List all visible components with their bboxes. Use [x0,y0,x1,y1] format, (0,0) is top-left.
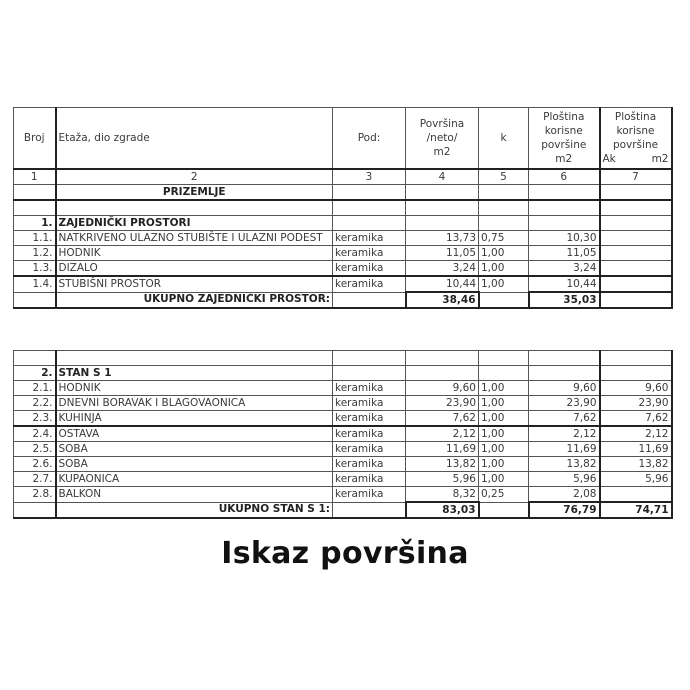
common-areas-table [13,107,673,309]
empty-cell [600,366,672,381]
col-number: 5 [479,169,529,185]
usable-area: 9,60 [529,381,600,396]
row-number: 2.4. [14,426,56,442]
net-area: 9,60 [406,381,479,396]
col-number: 2 [56,169,333,185]
floor-type: keramika [333,261,406,277]
floor-type: keramika [333,276,406,292]
net-area: 11,05 [406,246,479,261]
row-number: 2.8. [14,487,56,503]
col-number: 3 [333,169,406,185]
table-row [14,381,672,396]
table-row [14,261,672,277]
usable-area-ak [600,261,672,277]
floor-type: keramika [333,246,406,261]
empty-cell [14,292,56,308]
room-name: OSTAVA [56,426,333,442]
coefficient: 0,75 [479,231,529,246]
total-net-area: 38,46 [406,292,479,308]
header-row [14,108,672,170]
floor-type: keramika [333,472,406,487]
row-number: 1.4. [14,276,56,292]
usable-area: 13,82 [529,457,600,472]
floor-type: keramika [333,381,406,396]
net-area: 13,82 [406,457,479,472]
header-plostina-ak [600,108,672,170]
table-row [14,396,672,411]
room-name: STUBIŠNI PROSTOR [56,276,333,292]
section-title: STAN S 1 [56,366,333,381]
header-povrsina [406,108,479,170]
room-name: DIZALO [56,261,333,277]
total-label: UKUPNO ZAJEDNIČKI PROSTOR: [56,292,333,308]
empty-cell [333,502,406,518]
usable-area-ak: 7,62 [600,411,672,427]
usable-area-ak [600,231,672,246]
empty-cell [333,292,406,308]
table-row [14,457,672,472]
empty-cell [14,502,56,518]
empty-cell [479,366,529,381]
usable-area: 3,24 [529,261,600,277]
floor-label: PRIZEMLJE [56,185,333,201]
room-name: NATKRIVENO ULAZNO STUBIŠTE I ULAZNI PODEST [56,231,333,246]
usable-area: 7,62 [529,411,600,427]
coefficient: 1,00 [479,457,529,472]
room-name: BALKON [56,487,333,503]
usable-area: 11,05 [529,246,600,261]
table-row [14,426,672,442]
coefficient: 0,25 [479,487,529,503]
row-number: 1.3. [14,261,56,277]
total-label: UKUPNO STAN S 1: [56,502,333,518]
coefficient: 1,00 [479,381,529,396]
col-number: 1 [14,169,56,185]
room-name: KUHINJA [56,411,333,427]
spacer-row [14,351,672,366]
column-number-row [14,169,672,185]
table-row [14,411,672,427]
floor-type: keramika [333,442,406,457]
coefficient: 1,00 [479,472,529,487]
row-number: 1.1. [14,231,56,246]
net-area: 3,24 [406,261,479,277]
header-ak-unit: m2 [651,153,669,165]
table-row [14,231,672,246]
usable-area: 11,69 [529,442,600,457]
net-area: 10,44 [406,276,479,292]
table-row [14,276,672,292]
header-plostina [529,108,600,170]
room-name: HODNIK [56,381,333,396]
header-k: k [479,108,529,170]
total-usable-area-ak: 74,71 [600,502,672,518]
floor-type: keramika [333,426,406,442]
table-row [14,246,672,261]
total-row [14,502,672,518]
room-name: HODNIK [56,246,333,261]
floor-row [14,185,672,201]
coefficient: 1,00 [479,261,529,277]
col-number: 6 [529,169,600,185]
row-number: 2.6. [14,457,56,472]
header-ak-line: površine [612,139,659,151]
section-heading-row [14,216,672,231]
room-name: DNEVNI BORAVAK I BLAGOVAONICA [56,396,333,411]
net-area: 8,32 [406,487,479,503]
empty-cell [479,502,529,518]
usable-area: 10,44 [529,276,600,292]
header-povrsina-line: Površina [419,118,465,130]
room-name: SOBA [56,457,333,472]
page-title: Iskaz površina [221,536,469,571]
usable-area-ak [600,276,672,292]
coefficient: 1,00 [479,426,529,442]
header-povrsina-line: /neto/ [426,132,458,144]
usable-area-ak: 13,82 [600,457,672,472]
floor-type: keramika [333,411,406,427]
col-number: 7 [600,169,672,185]
header-ak-line: korisne [616,125,655,137]
header-plostina-line: korisne [544,125,583,137]
net-area: 23,90 [406,396,479,411]
row-number: 2.1. [14,381,56,396]
usable-area-ak: 5,96 [600,472,672,487]
total-usable-area: 76,79 [529,502,600,518]
header-plostina-line: m2 [555,153,573,165]
usable-area: 2,12 [529,426,600,442]
usable-area-ak [600,487,672,503]
total-row [14,292,672,308]
coefficient: 1,00 [479,246,529,261]
section-number: 1. [14,216,56,231]
usable-area: 2,08 [529,487,600,503]
header-povrsina-line: m2 [433,146,451,158]
usable-area-ak: 9,60 [600,381,672,396]
net-area: 11,69 [406,442,479,457]
table-row [14,442,672,457]
header-pod: Pod: [333,108,406,170]
total-usable-area: 35,03 [529,292,600,308]
row-number: 2.2. [14,396,56,411]
header-ak-line: Ploština [614,111,657,123]
room-name: KUPAONICA [56,472,333,487]
usable-area-ak: 23,90 [600,396,672,411]
table-row [14,472,672,487]
empty-cell [333,366,406,381]
spacer-row [14,200,672,216]
header-broj: Broj [14,108,56,170]
total-net-area: 83,03 [406,502,479,518]
empty-cell [529,366,600,381]
row-number: 1.2. [14,246,56,261]
usable-area-ak: 11,69 [600,442,672,457]
section-title: ZAJEDNIČKI PROSTORI [56,216,333,231]
floor-type: keramika [333,457,406,472]
net-area: 2,12 [406,426,479,442]
usable-area: 23,90 [529,396,600,411]
coefficient: 1,00 [479,411,529,427]
net-area: 5,96 [406,472,479,487]
room-name: SOBA [56,442,333,457]
coefficient: 1,00 [479,442,529,457]
section-heading-row [14,366,672,381]
coefficient: 1,00 [479,276,529,292]
table-row [14,487,672,503]
net-area: 7,62 [406,411,479,427]
row-number: 2.5. [14,442,56,457]
usable-area-ak [600,246,672,261]
usable-area: 10,30 [529,231,600,246]
col-number: 4 [406,169,479,185]
apartment-table [13,350,673,519]
row-number: 2.3. [14,411,56,427]
net-area: 13,73 [406,231,479,246]
header-etaza: Etaža, dio zgrade [56,108,333,170]
floor-type: keramika [333,231,406,246]
coefficient: 1,00 [479,396,529,411]
empty-cell [406,366,479,381]
header-plostina-line: površine [541,139,587,151]
header-ak-label: Ak [602,153,616,165]
row-number: 2.7. [14,472,56,487]
total-usable-area-ak [600,292,672,308]
section-number: 2. [14,366,56,381]
empty-cell [479,292,529,308]
usable-area: 5,96 [529,472,600,487]
floor-type: keramika [333,396,406,411]
floor-type: keramika [333,487,406,503]
header-plostina-line: Ploština [543,111,585,123]
usable-area-ak: 2,12 [600,426,672,442]
